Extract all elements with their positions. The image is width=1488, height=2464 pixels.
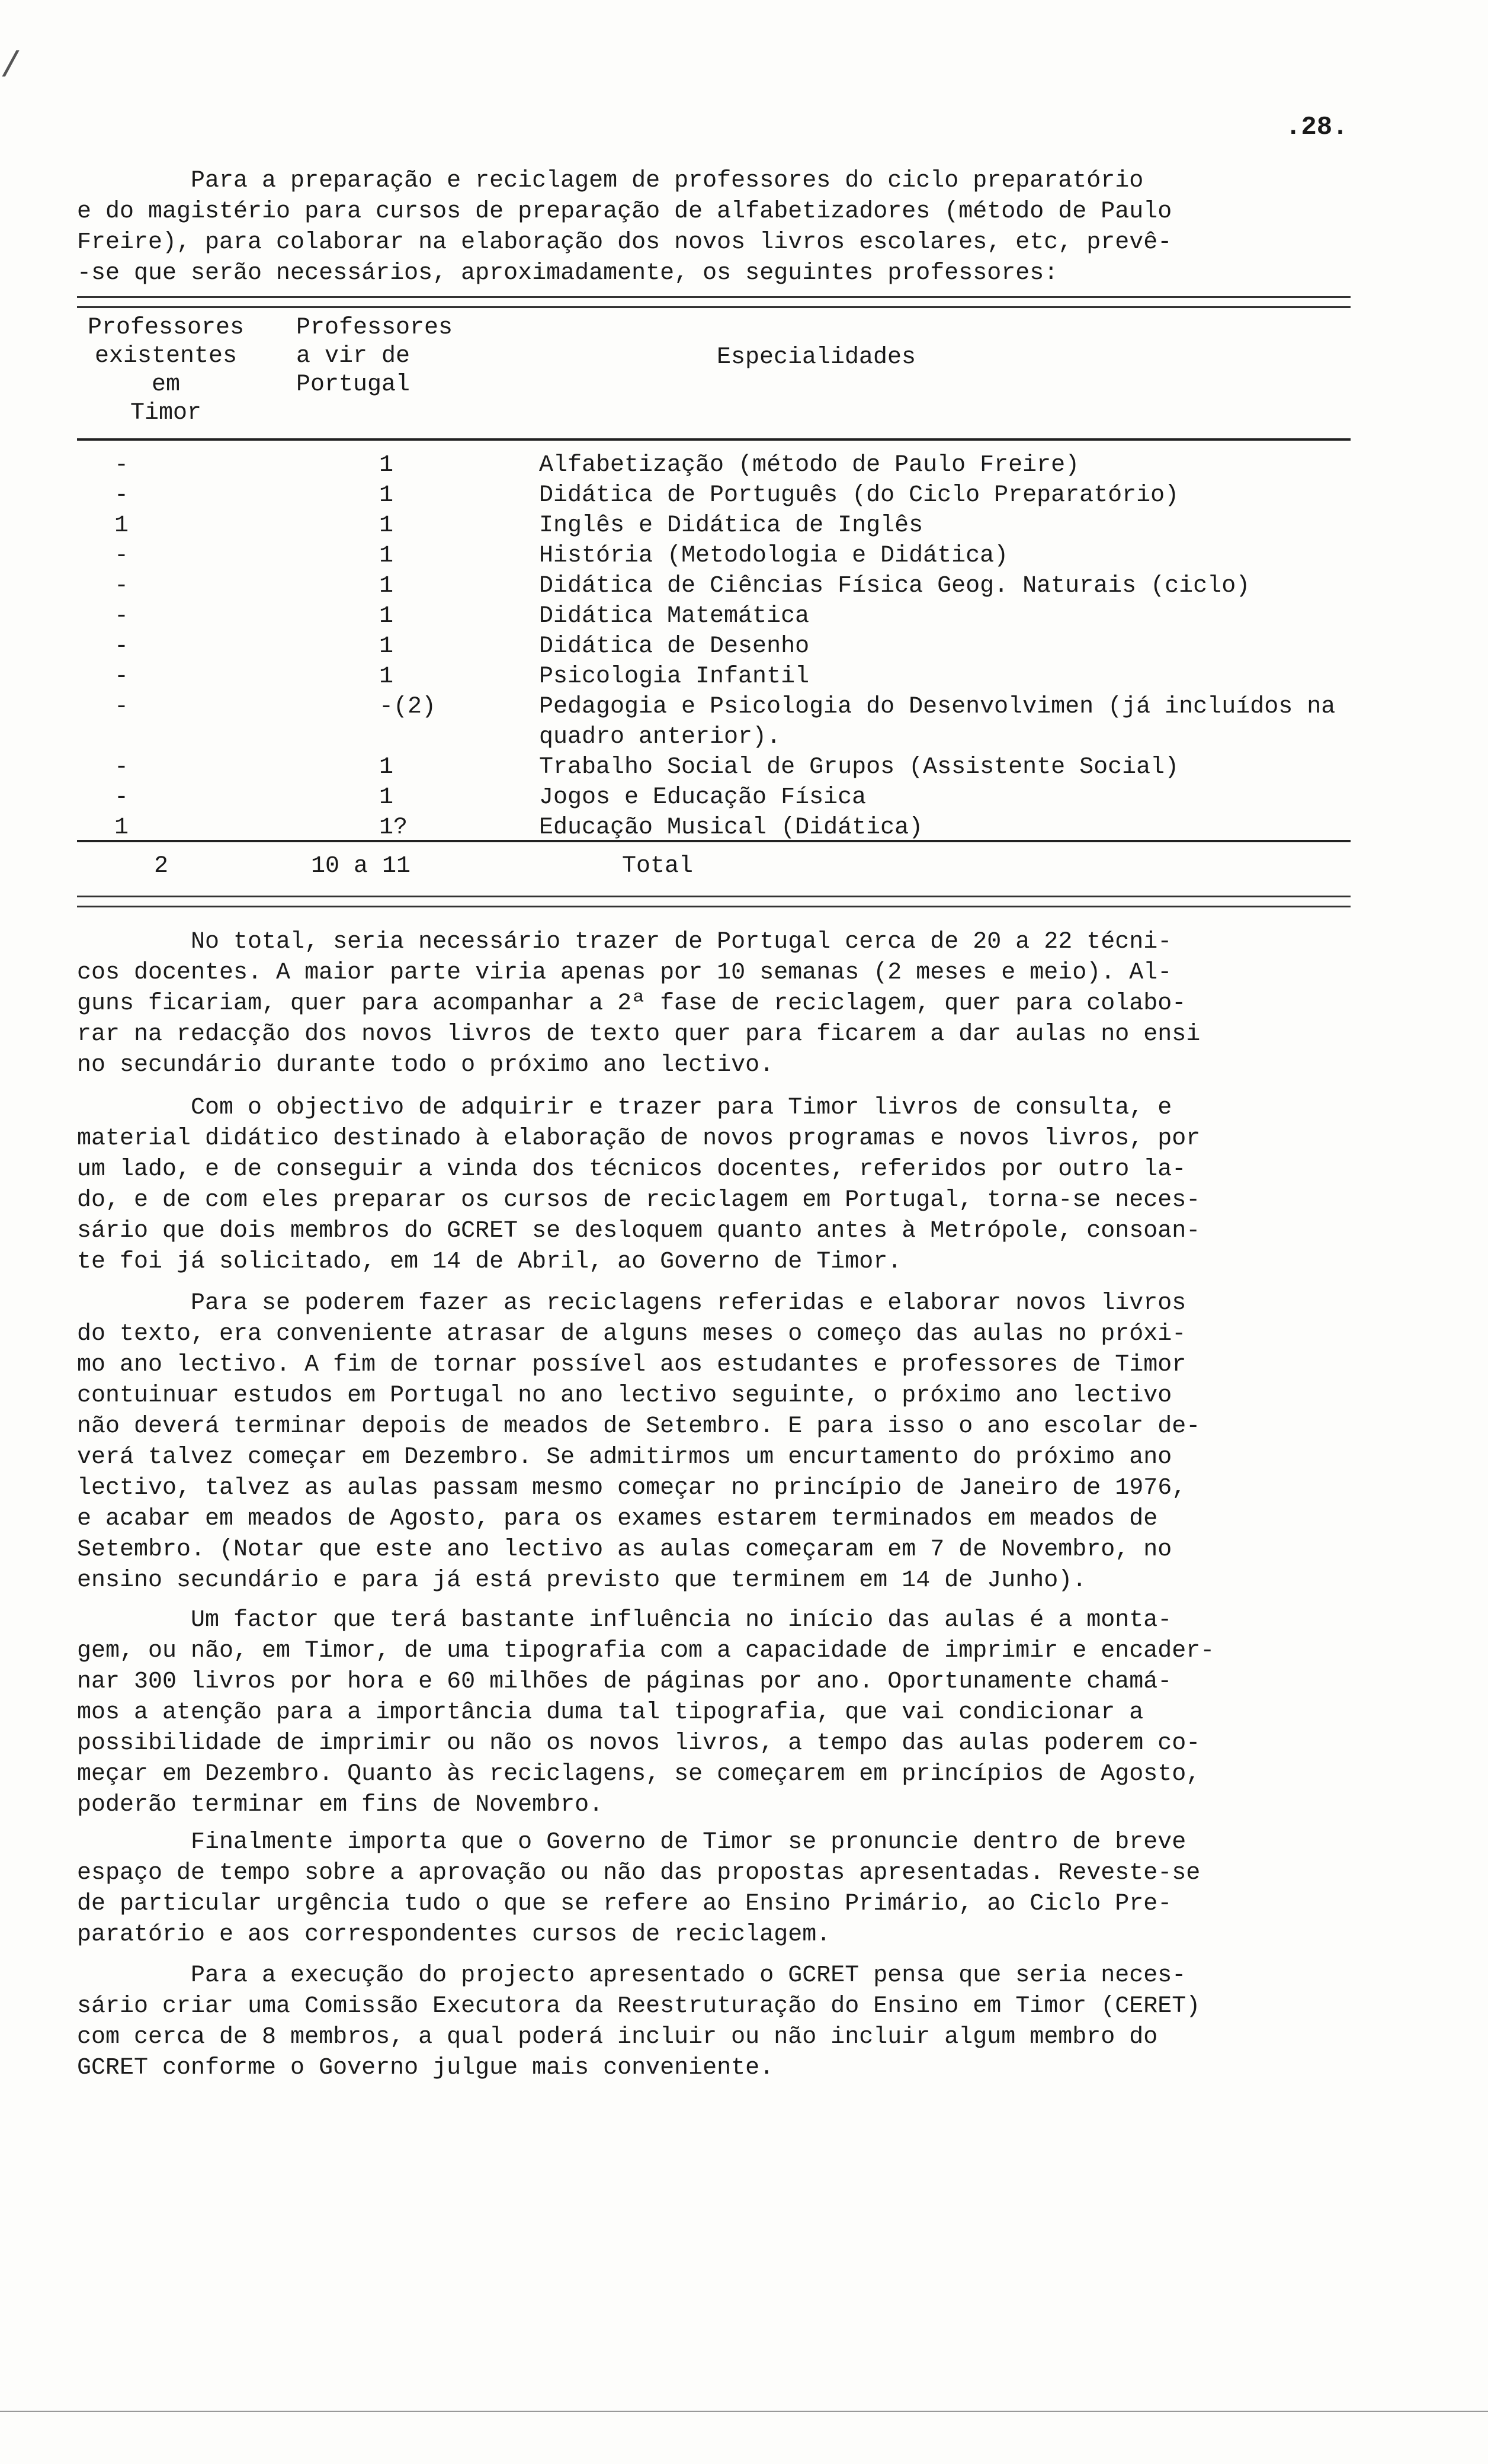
cell-incoming: 1 xyxy=(379,573,394,599)
cell-existing: - xyxy=(114,633,129,660)
intro-line: Freire), para colaborar na elaboração dos novos livros escolares, etc, prevê- xyxy=(77,229,1172,256)
scan-edge xyxy=(0,2411,1488,2412)
paragraph-line: sário que dois membros do GCRET se desloquem quanto antes à Metrópole, consoan- xyxy=(77,1218,1201,1244)
page-number: .28. xyxy=(1285,113,1348,142)
cell-incoming: 1 xyxy=(379,633,394,660)
paragraph-printing-press xyxy=(77,1605,1351,1821)
cell-specialty: Inglês e Didática de Inglês xyxy=(539,512,923,539)
paragraph-government-decision xyxy=(77,1827,1351,1950)
paragraph-line: cos docentes. A maior parte viria apenas por 10 semanas (2 meses e meio). Al- xyxy=(77,960,1172,986)
cell-specialty: Psicologia Infantil xyxy=(539,663,810,690)
header-existing-teachers xyxy=(77,314,255,428)
header-line: Professores xyxy=(296,315,453,341)
paragraph-line: do texto, era conveniente atrasar de alguns meses o começo das aulas no próxi- xyxy=(77,1321,1186,1348)
paragraph-line: No total, seria necessário trazer de Portugal cerca de 20 a 22 técni- xyxy=(77,929,1172,955)
cell-incoming: -(2) xyxy=(379,694,437,720)
cell-incoming: 1? xyxy=(379,814,408,841)
cell-specialty: Didática Matemática xyxy=(539,603,810,630)
cell-existing: - xyxy=(114,784,129,811)
header-underline xyxy=(77,438,1351,441)
cell-incoming: 1 xyxy=(379,754,394,781)
paragraph-line: Para a execução do projecto apresentado o GCRET pensa que seria neces- xyxy=(77,1962,1186,1989)
cell-existing: - xyxy=(114,754,129,781)
paragraph-line: GCRET conforme o Governo julgue mais conveniente. xyxy=(77,2055,774,2081)
cell-specialty: Educação Musical (Didática) xyxy=(539,814,923,841)
header-specialties: Especialidades xyxy=(717,344,916,371)
table-row xyxy=(0,450,1488,480)
cell-specialty: Didática de Desenho xyxy=(539,633,810,660)
paragraph-line: possibilidade de imprimir ou não os novos livros, a tempo das aulas poderem co- xyxy=(77,1730,1201,1757)
header-line: Portugal xyxy=(296,371,411,398)
table-row xyxy=(0,511,1488,541)
paragraph-line: sário criar uma Comissão Executora da Reestruturação do Ensino em Timor (CERET) xyxy=(77,1993,1201,2020)
header-incoming-teachers xyxy=(296,314,474,399)
paragraph-line: de particular urgência tudo o que se refere ao Ensino Primário, ao Ciclo Pre- xyxy=(77,1891,1172,1917)
cell-specialty: História (Metodologia e Didática) xyxy=(539,543,1009,569)
header-line: a vir de xyxy=(296,343,411,370)
table-row xyxy=(0,662,1488,692)
table-row xyxy=(0,813,1488,843)
header-line: em xyxy=(151,371,180,398)
paragraph-line: Setembro. (Notar que este ano lectivo as aulas começaram em 7 de Novembro, no xyxy=(77,1536,1172,1563)
paragraph-line: no secundário durante todo o próximo ano lectivo. xyxy=(77,1052,774,1079)
cell-incoming: 1 xyxy=(379,512,394,539)
total-rule xyxy=(77,840,1351,842)
cell-specialty: Didática de Ciências Física Geog. Naturais (ciclo) xyxy=(539,573,1250,599)
paragraph-line: poderão terminar em fins de Novembro. xyxy=(77,1792,604,1818)
table-row xyxy=(0,601,1488,631)
paragraph-line: verá talvez começar em Dezembro. Se admitirmos um encurtamento do próximo ano xyxy=(77,1444,1172,1471)
paragraph-line: gem, ou não, em Timor, de uma tipografia com a capacidade de imprimir e encader- xyxy=(77,1638,1215,1664)
paragraph-line: nar 300 livros por hora e 60 milhões de páginas por ano. Oportunamente chamá- xyxy=(77,1669,1172,1695)
header-line: existentes xyxy=(94,343,238,370)
paragraph-line: guns ficariam, quer para acompanhar a 2ª fase de reciclagem, quer para colabo- xyxy=(77,990,1186,1017)
paragraph-executive-commission xyxy=(77,1961,1351,2084)
paragraph-line: lectivo, talvez as aulas passam mesmo começar no princípio de Janeiro de 1976, xyxy=(77,1475,1186,1502)
paragraph-line: não deverá terminar depois de meados de Setembro. E para isso o ano escolar de- xyxy=(77,1413,1201,1440)
cell-specialty: Pedagogia e Psicologia do Desenvolvimen (já incluídos na quadro anterior). xyxy=(539,694,1336,750)
cell-incoming: 1 xyxy=(379,482,394,509)
specialties-table xyxy=(0,450,1488,843)
cell-specialty: Jogos e Educação Física xyxy=(539,784,867,811)
total-incoming: 10 a 11 xyxy=(311,853,411,880)
intro-paragraph xyxy=(77,166,1351,289)
cell-existing: - xyxy=(114,663,129,690)
cell-incoming: 1 xyxy=(379,543,394,569)
cell-existing: - xyxy=(114,543,129,569)
header-line: Timor xyxy=(130,400,202,426)
paragraph-school-calendar xyxy=(77,1288,1351,1596)
intro-line: Para a preparação e reciclagem de professores do ciclo preparatório xyxy=(77,168,1144,194)
cell-existing: - xyxy=(114,573,129,599)
table-row xyxy=(0,692,1488,752)
paragraph-line: Com o objectivo de adquirir e trazer para Timor livros de consulta, e xyxy=(77,1095,1172,1121)
cell-incoming: 1 xyxy=(379,784,394,811)
cell-existing: - xyxy=(114,603,129,630)
paragraph-line: Um factor que terá bastante influência no início das aulas é a monta- xyxy=(77,1607,1172,1634)
paragraph-line: Finalmente importa que o Governo de Timor se pronuncie dentro de breve xyxy=(77,1829,1186,1856)
intro-line: -se que serão necessários, aproximadamente, os seguintes professores: xyxy=(77,260,1059,287)
intro-line: e do magistério para cursos de preparação de alfabetizadores (método de Paulo xyxy=(77,198,1172,225)
paragraph-line: paratório e aos correspondentes cursos de reciclagem. xyxy=(77,1921,831,1948)
table-row xyxy=(0,541,1488,571)
paragraph-line: rar na redacção dos novos livros de texto quer para ficarem a dar aulas no ensi xyxy=(77,1021,1201,1048)
double-rule-bottom xyxy=(77,896,1351,907)
cell-existing: - xyxy=(114,482,129,509)
paragraph-line: meçar em Dezembro. Quanto às reciclagens, se começarem em princípios de Agosto, xyxy=(77,1761,1201,1788)
paragraph-line: material didático destinado à elaboração de novos programas e novos livros, por xyxy=(77,1125,1201,1152)
paragraph-line: e acabar em meados de Agosto, para os exames estarem terminados em meados de xyxy=(77,1506,1158,1532)
paragraph-line: te foi já solicitado, em 14 de Abril, ao Governo de Timor. xyxy=(77,1249,902,1275)
header-line: Professores xyxy=(87,315,245,341)
table-row xyxy=(0,752,1488,782)
paragraph-line: do, e de com eles preparar os cursos de reciclagem em Portugal, torna-se neces- xyxy=(77,1187,1201,1214)
paragraph-materials-trip xyxy=(77,1093,1351,1278)
paragraph-total-teachers xyxy=(77,927,1351,1081)
table-row xyxy=(0,571,1488,601)
table-row xyxy=(0,631,1488,662)
paragraph-line: mo ano lectivo. A fim de tornar possível aos estudantes e professores de Timor xyxy=(77,1352,1186,1378)
paragraph-line: espaço de tempo sobre a aprovação ou não das propostas apresentadas. Reveste-se xyxy=(77,1860,1201,1886)
paragraph-line: mos a atenção para a importância duma tal tipografia, que vai condicionar a xyxy=(77,1699,1144,1726)
cell-specialty: Trabalho Social de Grupos (Assistente Social) xyxy=(539,754,1179,781)
total-label: Total xyxy=(622,853,694,880)
cell-existing: - xyxy=(114,452,129,479)
cell-incoming: 1 xyxy=(379,663,394,690)
paragraph-line: contuinuar estudos em Portugal no ano lectivo seguinte, o próximo ano lectivo xyxy=(77,1382,1172,1409)
paragraph-line: Para se poderem fazer as reciclagens referidas e elaborar novos livros xyxy=(77,1290,1186,1317)
cell-incoming: 1 xyxy=(379,452,394,479)
paragraph-line: com cerca de 8 membros, a qual poderá incluir ou não incluir algum membro do xyxy=(77,2024,1158,2051)
cell-existing: - xyxy=(114,694,129,720)
total-existing: 2 xyxy=(154,853,169,880)
cell-existing: 1 xyxy=(114,512,129,539)
paragraph-line: ensino secundário e para já está previsto que terminem em 14 de Junho). xyxy=(77,1567,1087,1594)
double-rule-top xyxy=(77,296,1351,308)
cell-specialty: Alfabetização (método de Paulo Freire) xyxy=(539,452,1080,479)
paragraph-line: um lado, e de conseguir a vinda dos técnicos docentes, referidos por outro la- xyxy=(77,1156,1186,1183)
table-row xyxy=(0,480,1488,511)
table-row xyxy=(0,782,1488,813)
cell-incoming: 1 xyxy=(379,603,394,630)
cell-existing: 1 xyxy=(114,814,129,841)
cell-specialty: Didática de Português (do Ciclo Preparatório) xyxy=(539,482,1179,509)
margin-mark: / xyxy=(0,47,22,88)
